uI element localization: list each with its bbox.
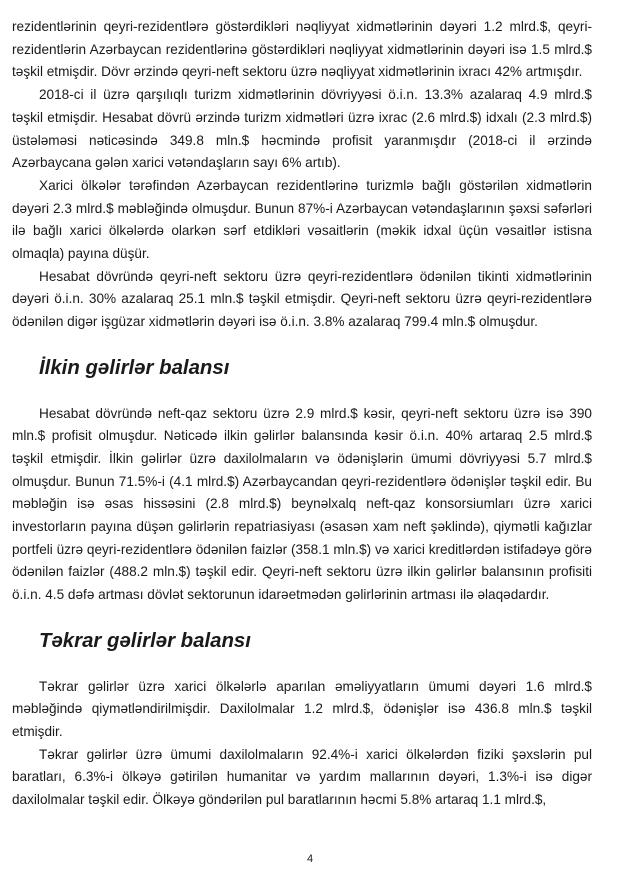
body-paragraph-secondary-income-total: Təkrar gəlirlər üzrə xarici ölkələrlə aparılan əməliyyatların ümumi dəyəri 1.6 mlrd.$ məbləğində qiymətləndirilmişdir. Daxilolmalar 1.2 mlrd.$, ödənişlər isə 436.8 mln.$ təşkil etmişdir. — [12, 678, 592, 739]
body-paragraph-tourism-turnover: 2018-ci il üzrə qarşılıqlı turizm xidmətlərinin dövriyyəsi ö.i.n. 13.3% azalaraq 4.9 mlrd.$ təşkil etmişdir. Hesabat dövrü ərzində turizm xidmətləri üzrə ixrac (2.6 mlrd.$) idxalı (2.3 mlrd.$) üstələməsi nəticəsində 349.8 mln.$ həcmində profisit yaranmışdır (2018-ci il ərzində Azərbaycana gələn xarici vətəndaşların sayı 6% artıb). — [12, 87, 592, 171]
section-heading-primary-income-balance: İlkin gəlirlər balansı — [39, 356, 230, 379]
body-paragraph-primary-income: Hesabat dövründə neft-qaz sektoru üzrə 2.9 mlrd.$ kəsir, qeyri-neft sektoru üzrə isə 390 mln.$ profisit olmuşdur. Nəticədə ilkin gəlirlər balansında kəsir ö.i.n. 40% artaraq 2.5 mlrd.$ təşkil etmişdir. İlkin gəlirlər üzrə daxilolmaların və ödənişlərin ümumi dövriyyəsi 5.7 mlrd.$ olmuşdur. Bunun 71.5%-i (4.1 mlrd.$) Azərbaycandan qeyri-rezidentlərə ödənişlər təşkil edir. Bu məbləğin isə əsas hissəsini (2.8 mlrd.$) beynəlxalq neft-qaz konsorsiumları üzrə xarici investorların payına düşən gəlirlərin repatriasiyası (əsasən xam neft şəklində), qiymətli kağızlar portfeli üzrə qeyri-rezidentlərə ödənilən faizlər (358.1 mln.$) və xarici kreditlərdən istifadəyə görə ödənilən faizlər (488.2 mln.$) təşkil edir. Qeyri-neft sektoru üzrə ilkin gəlirlər balansının profisiti ö.i.n. 4.5 dəfə artması dövlət sektorunun idarəetmədən gəlirlərinin artması ilə əlaqədardır. — [12, 405, 592, 603]
body-paragraph-tourism-residents: Xarici ölkələr tərəfindən Azərbaycan rezidentlərinə turizmlə bağlı göstərilən xidmətlərin dəyəri 2.3 mlrd.$ məbləğində olmuşdur. Bunun 87%-i Azərbaycan vətəndaşlarının şəxsi səfərləri ilə bağlı xarici ölkələrdə olarkən sərf etdikləri vəsaitlərin (məkik idxal üçün vəsaitlər istisna olmaqla) payına düşür. — [12, 177, 592, 262]
body-paragraph-transport-services: rezidentlərinin qeyri-rezidentlərə göstərdikləri nəqliyyat xidmətlərinin dəyəri 1.2 mlrd.$, qeyri-rezidentlərin Azərbaycan rezidentlərinə göstərdikləri nəqliyyat xidmətlərinin dəyəri isə 1.5 mlrd.$ təşkil etmişdir. Dövr ərzində qeyri-neft sektoru üzrə nəqliyyat xidmətlərinin ixracı 42% artmışdır. — [12, 19, 592, 80]
page-number: 4 — [306, 853, 314, 865]
section-heading-secondary-income-balance: Təkrar gəlirlər balansı — [39, 629, 251, 652]
body-paragraph-construction-services: Hesabat dövründə qeyri-neft sektoru üzrə qeyri-rezidentlərə ödənilən tikinti xidmətlərinin dəyəri ö.i.n. 30% azalaraq 25.1 mln.$ təşkil etmişdir. Qeyri-neft sektoru üzrə qeyri-rezidentlərə ödənilən digər işgüzar xidmətlərin dəyəri isə ö.i.n. 3.8% azalaraq 799.4 mln.$ olmuşdur. — [12, 268, 592, 330]
body-paragraph-secondary-income-breakdown: Təkrar gəlirlər üzrə ümumi daxilolmaların 92.4%-i xarici ölkələrdən fiziki şəxslərin pul baratları, 6.3%-i ölkəyə gətirilən humanitar və yardım mallarının dəyəri, 1.3%-i isə digər daxilolmalar təşkil edir. Ölkəyə göndərilən pul baratlarının həcmi 5.8% artaraq 1.1 mlrd.$, — [12, 746, 592, 808]
